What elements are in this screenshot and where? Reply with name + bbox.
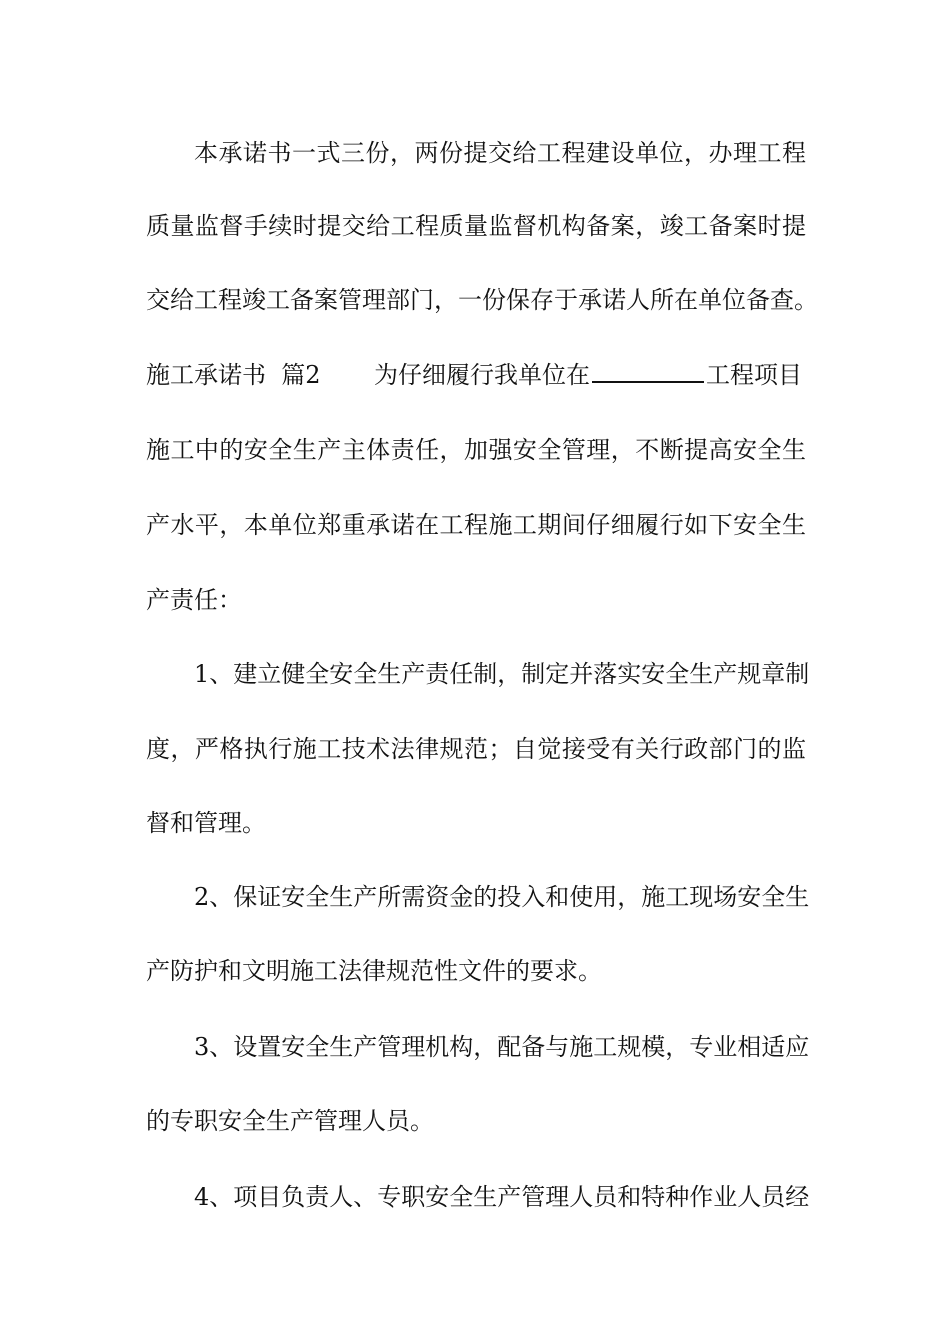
intro-line-3: 交给工程竣工备案管理部门，一份保存于承诺人所在单位备查。 (146, 286, 818, 314)
item2-line-2: 产防护和文明施工法律规范性文件的要求。 (146, 957, 602, 985)
heading-title: 施工承诺书 (146, 361, 266, 389)
item1-line-2: 度，严格执行施工技术法律规范；自觉接受有关行政部门的监 (146, 735, 806, 763)
commitment-line-1: 施工中的安全生产主体责任，加强安全管理，不断提高安全生 (146, 436, 806, 464)
intro-line-2: 质量监督手续时提交给工程质量监督机构备案，竣工备案时提 (146, 212, 806, 240)
fill-in-blank (592, 381, 704, 383)
item3-line-1: 3、设置安全生产管理机构，配备与施工规模，专业相适应 (194, 1033, 810, 1061)
heading-text-before-blank: 为仔细履行我单位在 (373, 361, 590, 389)
intro-line-1: 本承诺书一式三份，两份提交给工程建设单位，办理工程 (194, 139, 806, 167)
item1-line-3: 督和管理。 (146, 809, 266, 837)
heading-line (146, 355, 806, 395)
item2-line-1: 2、保证安全生产所需资金的投入和使用，施工现场安全生 (194, 883, 810, 911)
item1-line-1: 1、建立健全安全生产责任制，制定并落实安全生产规章制 (194, 660, 810, 688)
commitment-line-2: 产水平，本单位郑重承诺在工程施工期间仔细履行如下安全生 (146, 511, 806, 539)
item3-line-2: 的专职安全生产管理人员。 (146, 1107, 434, 1135)
heading-part: 篇2 (281, 361, 321, 389)
heading-text-after-blank: 工程项目 (705, 361, 802, 389)
commitment-line-3: 产责任： (146, 586, 242, 614)
item4-line-1: 4、项目负责人、专职安全生产管理人员和特种作业人员经 (194, 1183, 810, 1211)
